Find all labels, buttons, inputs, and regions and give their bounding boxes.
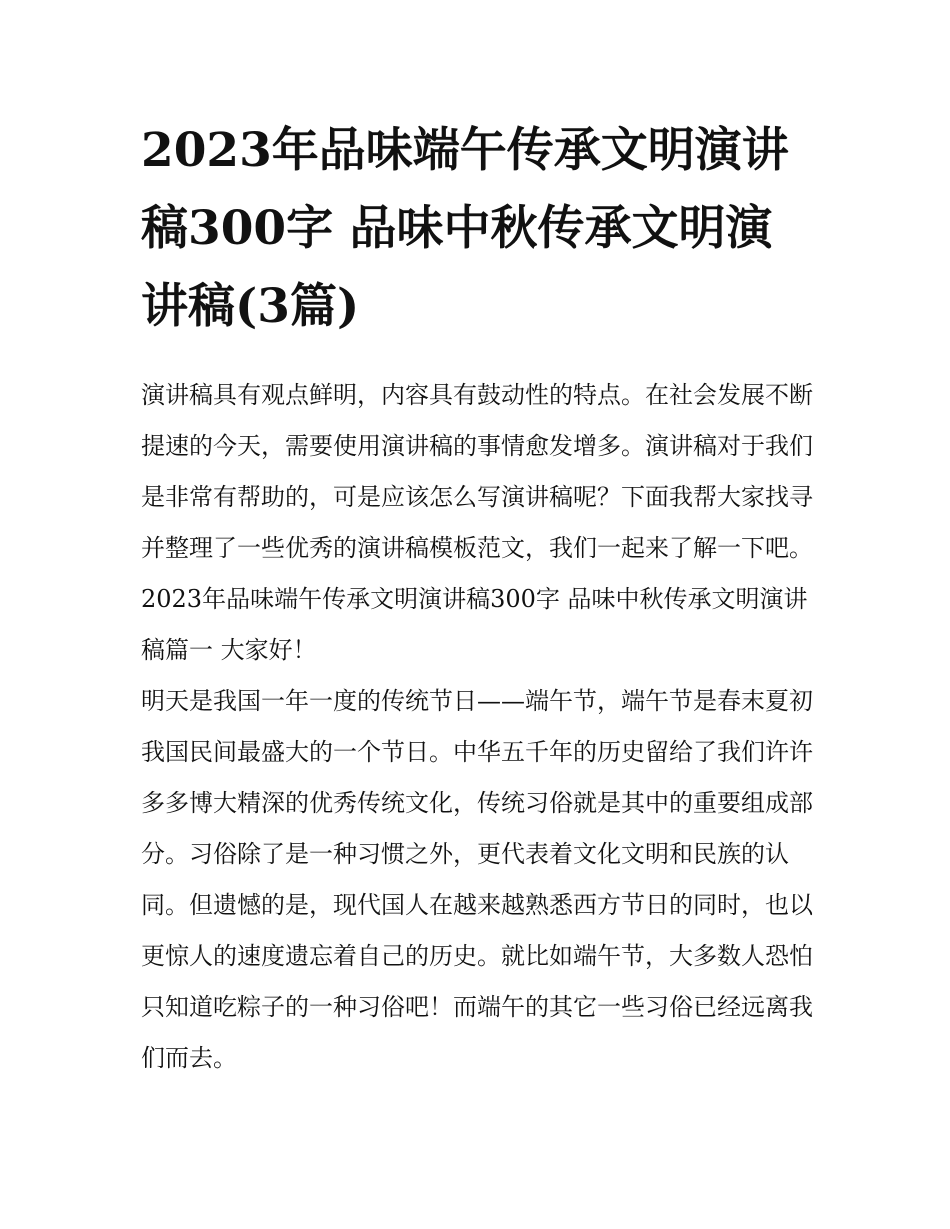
- document-body: [141, 370, 813, 1084]
- document-title: 2023年品味端午传承文明演讲稿300字 品味中秋传承文明演讲稿(3篇): [141, 123, 789, 334]
- body-paragraph: 明天是我国一年一度的传统节日——端午节，端午节是春末夏初我国民间最盛大的一个节日。中华五千年的历史留给了我们许许多多博大精深的优秀传统文化，传统习俗就是其中的重要组成部分。习俗除了是一种习惯之外，更代表着文化文明和民族的认同。但遗憾的是，现代国人在越来越熟悉西方节日的同时，也以更惊人的速度遗忘着自己的历史。就比如端午节，大多数人恐怕只知道吃粽子的一种习俗吧！而端午的其它一些习俗已经远离我们而去。: [141, 687, 813, 1072]
- document-page: [141, 112, 813, 1084]
- intro-paragraph: 演讲稿具有观点鲜明，内容具有鼓动性的特点。在社会发展不断提速的今天，需要使用演讲稿的事情愈发增多。演讲稿对于我们是非常有帮助的，可是应该怎么写演讲稿呢？下面我帮大家找寻并整理了一些优秀的演讲稿模板范文，我们一起来了解一下吧。: [141, 381, 813, 562]
- section-heading-paragraph: 2023年品味端午传承文明演讲稿300字 品味中秋传承文明演讲稿篇一 大家好！: [141, 585, 808, 664]
